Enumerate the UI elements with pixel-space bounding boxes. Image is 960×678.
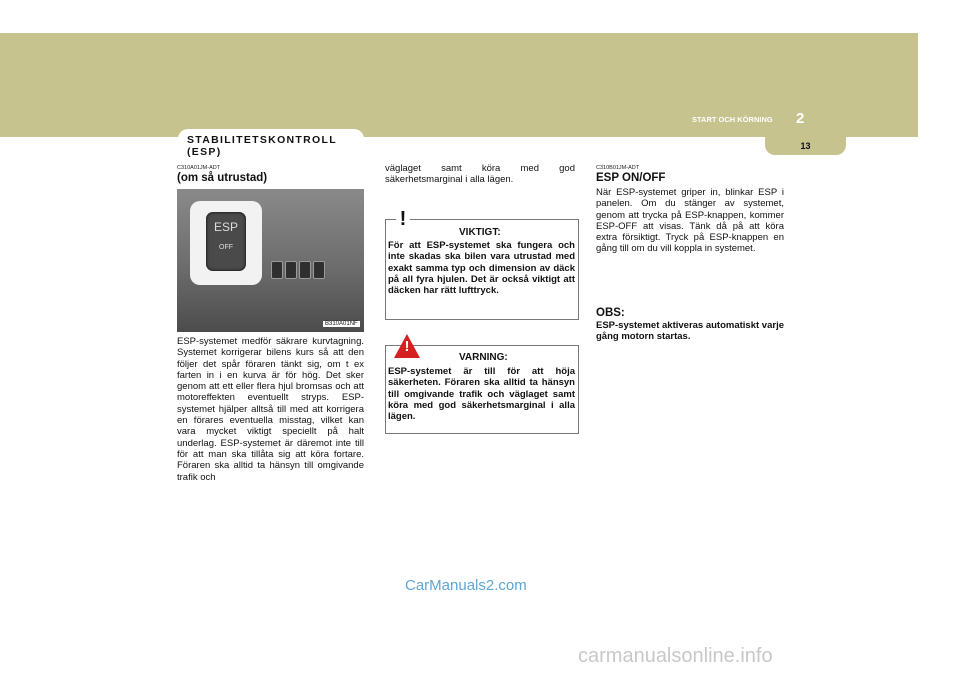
chapter-title: START OCH KÖRNING	[692, 115, 773, 124]
switch-icon	[299, 261, 311, 279]
viktigt-title: VIKTIGT:	[459, 227, 501, 238]
watermark-carmanualsonline: carmanualsonline.info	[578, 645, 773, 667]
switch-icon	[285, 261, 297, 279]
photo-code: B310A01NF	[325, 321, 358, 327]
section-title: STABILITETSKONTROLL (ESP)	[187, 134, 337, 158]
header-band	[0, 33, 918, 137]
esp-button-photo	[177, 189, 364, 332]
warning-exclamation: !	[399, 208, 407, 230]
chapter-number: 2	[796, 110, 805, 127]
warning-exclamation: !	[404, 338, 410, 355]
obs-title: OBS:	[596, 307, 625, 319]
switch-icon	[271, 261, 283, 279]
switch-icon	[313, 261, 325, 279]
section-code: C310B01JM-ADT	[596, 165, 640, 171]
obs-text: ESP-systemet aktiveras automatiskt varje gång motorn startas.	[596, 320, 784, 343]
varning-title: VARNING:	[459, 352, 508, 363]
esp-button-icon	[206, 212, 246, 271]
varning-text: ESP-systemet är till för att höja säkerheten. Föraren ska alltid ta hänsyn till omgivande trafik och väglaget samt köra med god säkerhetsmarginal i alla lägen.	[388, 366, 575, 423]
watermark-carmanuals2: CarManuals2.com	[405, 577, 527, 594]
page-number: 13	[800, 141, 811, 151]
varning-box	[385, 338, 579, 434]
viktigt-text: För att ESP-systemet ska fungera och inte skadas ska bilen vara utrustad med exakt samma typ och dimension av däck på all fyra hjulen. Det är också viktigt att däcken har rätt lufttryck.	[388, 240, 575, 297]
esp-onoff-text: När ESP-systemet griper in, blinkar ESP i panelen. Om du stänger av systemet, genom att trycka på ESP-knappen, kommer ESP-OFF att visas. Tänk då på att köra extra försiktigt. Tryck på ESP-knappen en gång till om du vill koppla in systemet.	[596, 187, 784, 255]
continuation-text: väglaget samt köra med god säkerhetsmarginal i alla lägen.	[385, 163, 575, 186]
esp-description: ESP-systemet medför säkrare kurvtagning. Systemet korrigerar bilens kurs så att den följer det spår föraren tänkt sig, om t ex farten in i en kurva är för hög. Det sker genom att ett eller flera hjul bromsas och att motoreffekten eventuellt stryps. ESP-systemet hjälper alltså till med att korrigera en förares eventuella misstag, vilket kan vara mycket viktigt speciellt på halt underlag. ESP-systemet är däremot inte till för att man ska tillåta sig att köra fortare. Föraren ska alltid ta hänsyn till omgivande trafik och	[177, 336, 364, 483]
esp-off-label: OFF	[219, 244, 233, 251]
section-subtitle: ESP ON/OFF	[596, 172, 666, 184]
section-code: C310A01JM-ADT	[177, 165, 221, 171]
viktigt-box	[385, 208, 579, 320]
photo-inset	[190, 201, 262, 285]
section-subtitle: (om så utrustad)	[177, 172, 268, 184]
esp-label: ESP	[213, 220, 238, 234]
